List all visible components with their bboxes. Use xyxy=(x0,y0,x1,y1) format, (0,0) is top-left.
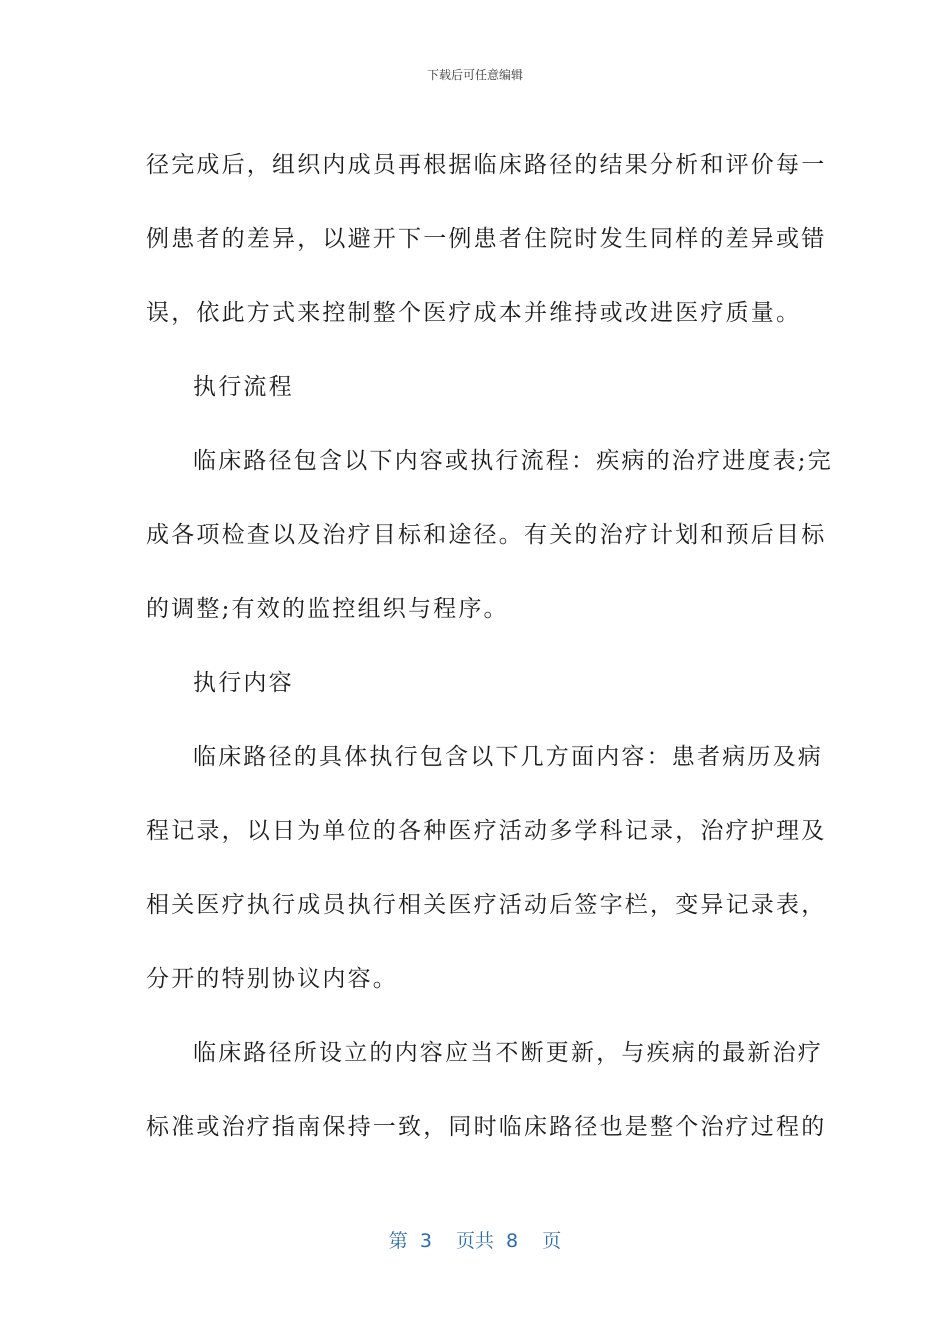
section-heading-execution-flow: 执行流程 xyxy=(193,374,294,400)
body-line: 的调整;有效的监控组织与程序。 xyxy=(146,596,509,622)
body-line: 径完成后，组织内成员再根据临床路径的结果分析和评价每一 xyxy=(146,152,827,178)
body-line: 程记录，以日为单位的各种医疗活动多学科记录，治疗护理及 xyxy=(146,818,827,844)
body-line: 成各项检查以及治疗目标和途径。有关的治疗计划和预后目标 xyxy=(146,522,827,548)
body-line: 分开的特别协议内容。 xyxy=(146,966,398,992)
page-number-footer: 第 3 页共 8 页 xyxy=(388,1230,562,1252)
body-line: 例患者的差异，以避开下一例患者住院时发生同样的差异或错 xyxy=(146,226,827,252)
body-line: 临床路径所设立的内容应当不断更新，与疾病的最新治疗 xyxy=(193,1040,823,1066)
body-line: 临床路径包含以下内容或执行流程：疾病的治疗进度表;完 xyxy=(193,448,833,474)
body-line: 相关医疗执行成员执行相关医疗活动后签字栏，变异记录表， xyxy=(146,892,827,918)
body-line: 误，依此方式来控制整个医疗成本并维持或改进医疗质量。 xyxy=(146,300,802,326)
body-line: 标准或治疗指南保持一致，同时临床路径也是整个治疗过程的 xyxy=(146,1114,827,1140)
page-header: 下载后可任意编辑 xyxy=(426,68,523,82)
document-body xyxy=(146,128,833,1164)
body-line: 临床路径的具体执行包含以下几方面内容：患者病历及病 xyxy=(193,744,823,770)
section-heading-execution-content: 执行内容 xyxy=(193,670,294,696)
